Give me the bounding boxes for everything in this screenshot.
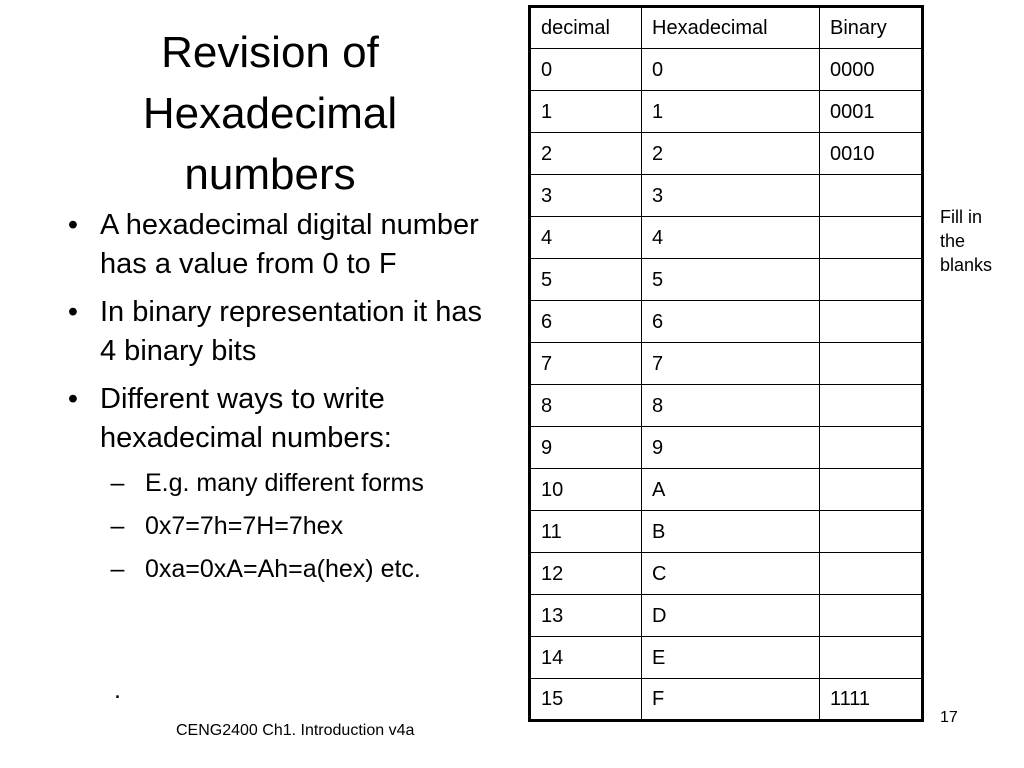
- cell-hexadecimal: 6: [642, 301, 820, 343]
- table-row: [530, 217, 923, 259]
- cell-decimal: 10: [530, 469, 642, 511]
- cell-hexadecimal: 5: [642, 259, 820, 301]
- header-binary: Binary: [820, 7, 923, 49]
- bullet-text: In binary representation it has 4 binary bits: [100, 296, 483, 367]
- cell-hexadecimal: 0: [642, 49, 820, 91]
- bullet-item: [58, 293, 498, 371]
- stray-period: .: [114, 676, 121, 704]
- table-row: [530, 259, 923, 301]
- sub-bullet-text: 0x7=7h=7H=7hex: [145, 512, 344, 540]
- cell-binary: [820, 469, 923, 511]
- bullet-item: [58, 380, 498, 458]
- table-row: [530, 427, 923, 469]
- cell-decimal: 9: [530, 427, 642, 469]
- cell-binary: 0000: [820, 49, 923, 91]
- page-number: 17: [940, 709, 958, 726]
- cell-hexadecimal: 9: [642, 427, 820, 469]
- cell-binary: 0001: [820, 91, 923, 133]
- sub-bullet-item: [100, 467, 460, 500]
- cell-decimal: 13: [530, 595, 642, 637]
- sub-bullet-marker: –: [110, 555, 125, 583]
- cell-hexadecimal: A: [642, 469, 820, 511]
- cell-binary: [820, 553, 923, 595]
- bullet-text: A hexadecimal digital number has a value from 0 to F: [100, 209, 479, 280]
- bullet-marker: •: [67, 296, 79, 328]
- header-decimal: decimal: [530, 7, 642, 49]
- cell-binary: 0010: [820, 133, 923, 175]
- bullet-text: Different ways to write hexadecimal numbers:: [100, 383, 392, 454]
- table-body: [530, 49, 923, 721]
- slide-footer: CENG2400 Ch1. Introduction v4a: [176, 722, 415, 739]
- cell-binary: [820, 595, 923, 637]
- cell-decimal: 0: [530, 49, 642, 91]
- fill-in-note: Fill in the blanks: [940, 207, 993, 275]
- slide-title: Revision of Hexadecimal numbers: [142, 28, 398, 199]
- table-row: [530, 469, 923, 511]
- cell-decimal: 7: [530, 343, 642, 385]
- table-row: [530, 595, 923, 637]
- bullet-item: [58, 206, 498, 284]
- cell-hexadecimal: E: [642, 637, 820, 679]
- cell-binary: [820, 343, 923, 385]
- cell-decimal: 12: [530, 553, 642, 595]
- cell-binary: [820, 217, 923, 259]
- cell-decimal: 2: [530, 133, 642, 175]
- cell-hexadecimal: 1: [642, 91, 820, 133]
- table-row: [530, 49, 923, 91]
- cell-hexadecimal: 2: [642, 133, 820, 175]
- cell-hexadecimal: 8: [642, 385, 820, 427]
- cell-binary: [820, 427, 923, 469]
- cell-decimal: 6: [530, 301, 642, 343]
- table-row: [530, 679, 923, 721]
- hex-conversion-table: [528, 5, 924, 722]
- cell-decimal: 14: [530, 637, 642, 679]
- cell-hexadecimal: 4: [642, 217, 820, 259]
- header-hexadecimal: Hexadecimal: [642, 7, 820, 49]
- table-row: [530, 385, 923, 427]
- cell-hexadecimal: B: [642, 511, 820, 553]
- cell-binary: [820, 175, 923, 217]
- table-row: [530, 511, 923, 553]
- table-row: [530, 301, 923, 343]
- sub-bullet-text: E.g. many different forms: [145, 469, 424, 497]
- cell-decimal: 4: [530, 217, 642, 259]
- cell-binary: [820, 511, 923, 553]
- cell-binary: [820, 259, 923, 301]
- sub-bullet-item: [100, 510, 460, 543]
- table-row: [530, 133, 923, 175]
- table-row: [530, 91, 923, 133]
- table-row: [530, 553, 923, 595]
- sub-bullet-marker: –: [110, 512, 125, 540]
- cell-decimal: 5: [530, 259, 642, 301]
- cell-binary: 1111: [820, 679, 923, 721]
- cell-decimal: 11: [530, 511, 642, 553]
- sub-bullet-marker: –: [110, 469, 125, 497]
- sub-bullet-list: [100, 467, 460, 586]
- cell-decimal: 1: [530, 91, 642, 133]
- bullet-marker: •: [67, 209, 79, 241]
- cell-hexadecimal: C: [642, 553, 820, 595]
- cell-binary: [820, 301, 923, 343]
- sub-bullet-item: [100, 553, 460, 586]
- cell-hexadecimal: F: [642, 679, 820, 721]
- bullet-marker: •: [67, 383, 79, 415]
- table-row: [530, 343, 923, 385]
- cell-binary: [820, 385, 923, 427]
- cell-decimal: 3: [530, 175, 642, 217]
- table-header-row: [530, 7, 923, 49]
- cell-hexadecimal: 3: [642, 175, 820, 217]
- bullet-list: [58, 206, 498, 596]
- table-row: [530, 175, 923, 217]
- cell-decimal: 8: [530, 385, 642, 427]
- sub-bullet-container: [58, 467, 498, 586]
- cell-binary: [820, 637, 923, 679]
- cell-hexadecimal: D: [642, 595, 820, 637]
- cell-hexadecimal: 7: [642, 343, 820, 385]
- cell-decimal: 15: [530, 679, 642, 721]
- sub-bullet-text: 0xa=0xA=Ah=a(hex) etc.: [145, 555, 421, 583]
- table-row: [530, 637, 923, 679]
